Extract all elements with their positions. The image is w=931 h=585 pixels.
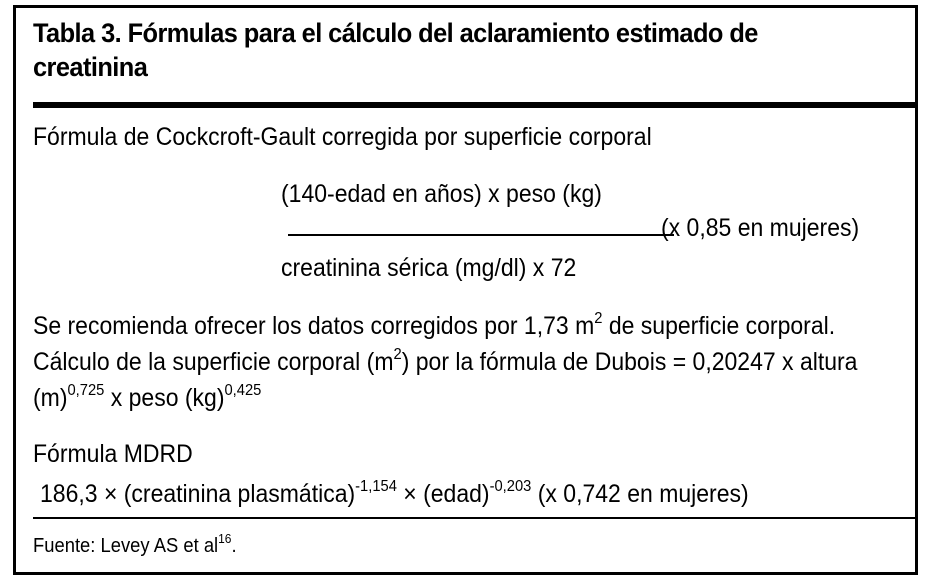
formula-table [13,5,918,575]
recommendation-sup-2: 2 [393,346,402,363]
title-divider [33,102,918,108]
mdrd-formula [40,476,749,512]
mdrd-text-2: × (edad) [396,480,490,508]
recommendation-paragraph [33,308,916,416]
cg-female-factor: (x 0,85 en mujeres) [661,214,860,242]
fraction-line [288,234,674,236]
cg-denominator: creatinina sérica (mg/dl) x 72 [281,254,577,282]
mdrd-sup-1: -1,154 [355,478,397,495]
mdrd-text-1: 186,3 × (creatinina plasmática) [40,480,356,508]
recommendation-text-4: x peso (kg) [104,384,225,412]
cg-numerator: (140-edad en años) x peso (kg) [281,180,602,208]
source-divider [33,517,918,519]
recommendation-text-3: ) por la fórmula de Dubois = 0,20247 x altura (m) [33,348,858,412]
source-text: Fuente: Levey AS et al [33,535,219,557]
mdrd-text-3: (x 0,742 en mujeres) [531,480,749,508]
recommendation-sup-4: 0,425 [224,382,262,399]
recommendation-sup-1: 2 [594,310,603,327]
mdrd-heading: Fórmula MDRD [33,440,193,468]
recommendation-text-2: de superficie corporal. Cálculo de la superficie corporal (m [33,312,836,376]
source-note [33,532,237,560]
cockcroft-gault-heading: Fórmula de Cockcroft-Gault corregida por superficie corporal [33,123,652,151]
recommendation-sup-3: 0,725 [67,382,105,399]
source-end: . [231,535,237,557]
mdrd-sup-2: -0,203 [489,478,532,495]
table-title: Tabla 3. Fórmulas para el cálculo del aclaramiento estimado de creatinina [33,18,758,82]
recommendation-text-1: Se recomienda ofrecer los datos corregidos por 1,73 m [33,312,595,340]
source-reference: 16 [218,531,232,546]
